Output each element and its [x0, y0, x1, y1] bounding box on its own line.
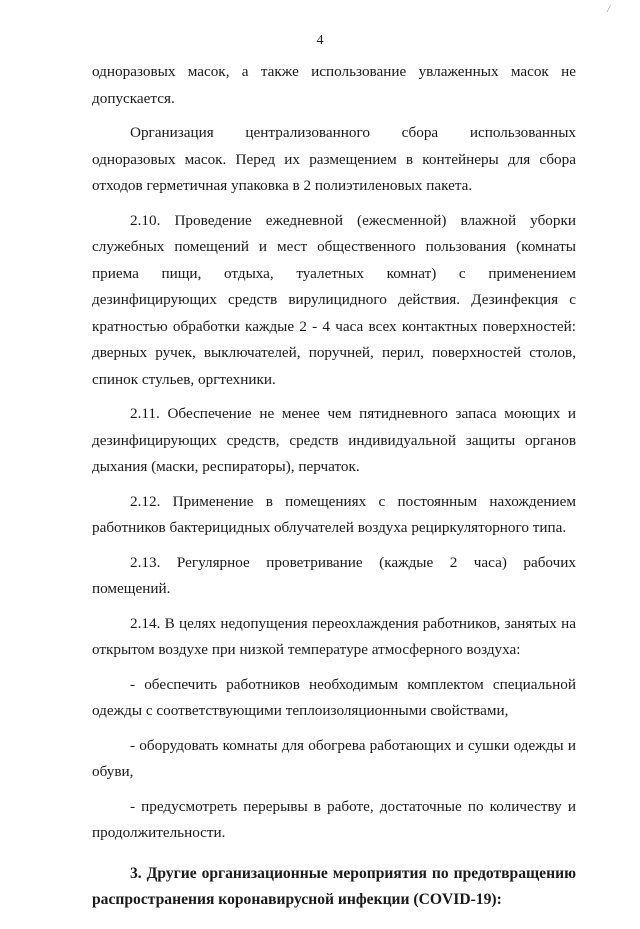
paragraph-continuation: одноразовых масок, а также использование увлаженных масок не допускается.: [92, 63, 576, 107]
margin-mark: /: [607, 4, 610, 15]
list-item-heating-rooms: - оборудовать комнаты для обогрева работающих и сушки одежды и обуви,: [92, 736, 576, 780]
paragraph-2-10: 2.10. Проведение ежедневной (ежесменной) влажной уборки служебных помещений и мест общественного пользования (комнаты приема пищи, отдыха, туалетных комнат) с применением дезинфицирующих средств вирулицидного действия. Дезинфекция с кратностью обработки каждые 2 - 4 часа всех контактных поверхностей: дверных ручек, выключателей, поручней, перил, поверхностей столов, спинок стульев, оргтехники.: [92, 211, 576, 388]
document-body: [92, 59, 576, 929]
paragraph-2-14: 2.14. В целях недопущения переохлаждения работников, занятых на открытом воздухе при низкой температуре атмосферного воздуха:: [92, 614, 576, 658]
paragraph-mask-collection: Организация централизованного сбора использованных одноразовых масок. Перед их размещением в контейнеры для сбора отходов герметичная упаковка в 2 полиэтиленовых пакета.: [92, 124, 576, 194]
paragraph-2-12: 2.12. Применение в помещениях с постоянным нахождением работников бактерицидных облучателей воздуха рециркуляторного типа.: [92, 492, 576, 536]
list-item-clothing: - обеспечить работников необходимым комплектом специальной одежды с соответствующими теплоизоляционными свойствами,: [92, 675, 576, 719]
page-number: 4: [316, 33, 324, 48]
paragraph-2-13: 2.13. Регулярное проветривание (каждые 2 часа) рабочих помещений.: [92, 553, 576, 597]
section-heading-3: 3. Другие организационные мероприятия по предотвращению распространения коронавирусной инфекции (COVID-19):: [92, 864, 576, 908]
list-item-breaks: - предусмотреть перерывы в работе, достаточные по количеству и продолжительности.: [92, 797, 576, 841]
paragraph-2-11: 2.11. Обеспечение не менее чем пятидневного запаса моющих и дезинфицирующих средств, средств индивидуальной защиты органов дыхания (маски, респираторы), перчаток.: [92, 405, 576, 475]
